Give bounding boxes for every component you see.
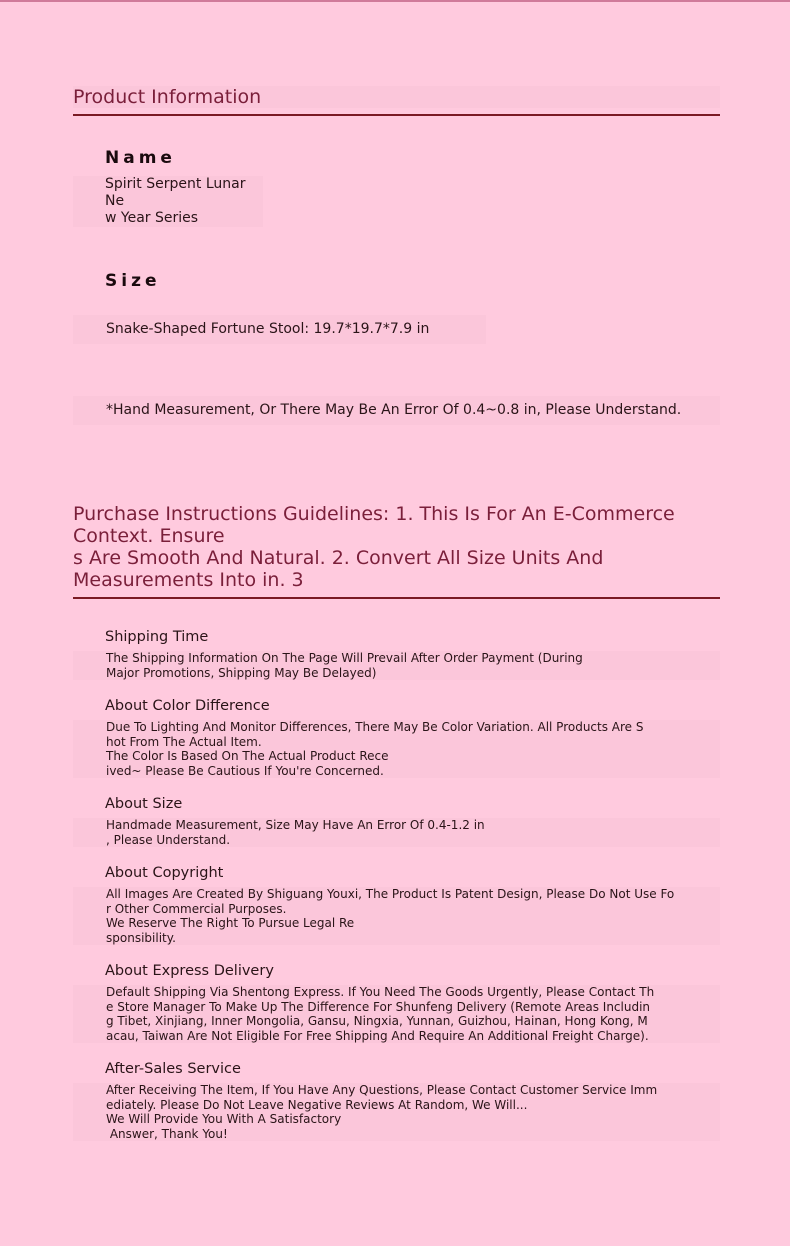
- color-difference-text: Due To Lighting And Monitor Differences, There May Be Color Variation. All Products Are S: [106, 720, 644, 734]
- color-difference-section: [73, 698, 720, 778]
- express-delivery-section: [73, 963, 720, 1043]
- copyright-section: [73, 865, 720, 945]
- about-size-text: Handmade Measurement, Size May Have An Error Of 0.4-1.2 in: [106, 818, 485, 832]
- color-difference-text: The Color Is Based On The Actual Product Rece: [106, 749, 389, 763]
- about-size-heading: About Size: [105, 796, 183, 812]
- purchase-title-line-1: Purchase Instructions Guidelines: 1. This Is For An E-Commerce Context. Ensure: [73, 503, 675, 547]
- size-value: Snake-Shaped Fortune Stool: 19.7*19.7*7.9 in: [73, 315, 486, 344]
- color-difference-heading: About Color Difference: [105, 698, 270, 714]
- about-size-text: , Please Understand.: [106, 832, 231, 847]
- shipping-time-heading: Shipping Time: [105, 629, 209, 645]
- express-delivery-heading: About Express Delivery: [105, 963, 274, 979]
- express-delivery-text: acau, Taiwan Are Not Eligible For Free Shipping And Require An Additional Freight Charge).: [106, 1028, 649, 1043]
- product-info-title: Product Information: [73, 86, 720, 108]
- copyright-text: r Other Commercial Purposes.: [106, 901, 287, 916]
- express-delivery-text: g Tibet, Xinjiang, Inner Mongolia, Gansu, Ningxia, Yunnan, Guizhou, Hainan, Hong Kong, M: [106, 1014, 648, 1028]
- name-value-line-1: Spirit Serpent Lunar Ne: [105, 176, 246, 209]
- after-sales-text: Answer, Thank You!: [106, 1126, 228, 1141]
- copyright-heading: About Copyright: [105, 865, 224, 881]
- express-delivery-text: e Store Manager To Make Up The Difference For Shunfeng Delivery (Remote Areas Includin: [106, 999, 651, 1014]
- after-sales-heading: After-Sales Service: [105, 1061, 241, 1077]
- page-content: [0, 2, 790, 1181]
- after-sales-section: [73, 1061, 720, 1141]
- about-size-section: [73, 796, 720, 847]
- shipping-time-section: [73, 629, 720, 680]
- express-delivery-text: Default Shipping Via Shentong Express. If You Need The Goods Urgently, Please Contact Th: [106, 985, 655, 999]
- copyright-text: All Images Are Created By Shiguang Youxi, The Product Is Patent Design, Please Do Not Use Fo: [106, 887, 675, 901]
- size-label: Size: [105, 271, 161, 291]
- copyright-text: sponsibility.: [106, 930, 176, 945]
- divider: [73, 114, 720, 116]
- after-sales-text: After Receiving The Item, If You Have Any Questions, Please Contact Customer Service Imm: [106, 1083, 658, 1097]
- measurement-note: *Hand Measurement, Or There May Be An Error Of 0.4~0.8 in, Please Understand.: [73, 396, 720, 425]
- name-label: Name: [105, 148, 176, 168]
- copyright-text: We Reserve The Right To Pursue Legal Re: [106, 916, 355, 930]
- after-sales-text: We Will Provide You With A Satisfactory: [106, 1112, 342, 1126]
- divider: [73, 597, 720, 599]
- color-difference-text: hot From The Actual Item.: [106, 734, 262, 749]
- name-value-line-2: w Year Series: [105, 210, 199, 226]
- color-difference-text: ived~ Please Be Cautious If You're Concerned.: [106, 763, 384, 778]
- after-sales-text: ediately. Please Do Not Leave Negative Reviews At Random, We Will...: [106, 1097, 528, 1112]
- shipping-time-text: The Shipping Information On The Page Will Prevail After Order Payment (During: [106, 651, 583, 665]
- shipping-time-text: Major Promotions, Shipping May Be Delayed): [106, 665, 377, 680]
- purchase-title-line-2: s Are Smooth And Natural. 2. Convert All Size Units And Measurements Into in. 3: [73, 547, 604, 591]
